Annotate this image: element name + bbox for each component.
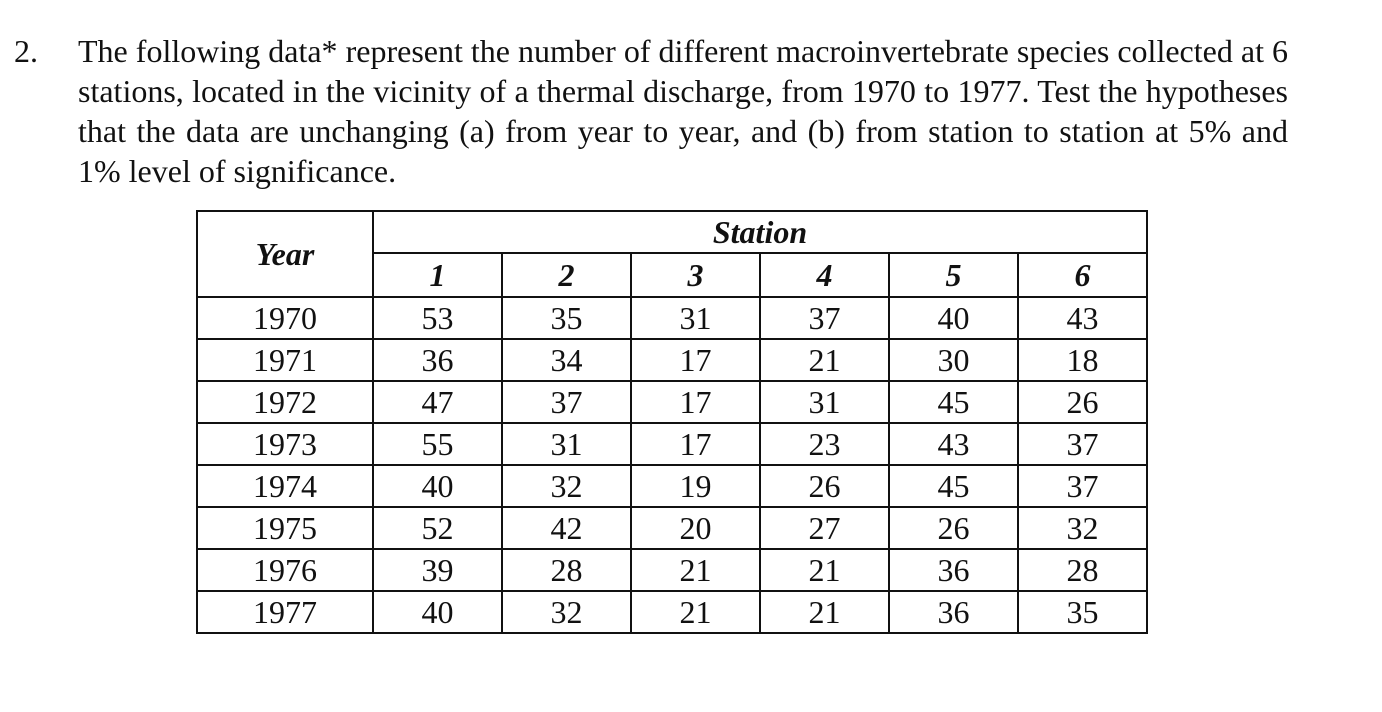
year-cell: 1977	[197, 591, 373, 633]
species-count-cell: 36	[889, 591, 1018, 633]
species-count-cell: 40	[889, 297, 1018, 339]
species-count-cell: 20	[631, 507, 760, 549]
species-count-cell: 27	[760, 507, 889, 549]
species-count-cell: 32	[1018, 507, 1147, 549]
species-count-cell: 36	[889, 549, 1018, 591]
species-count-cell: 31	[502, 423, 631, 465]
species-count-cell: 52	[373, 507, 502, 549]
species-count-cell: 26	[889, 507, 1018, 549]
table-row	[197, 381, 1147, 423]
species-count-cell: 36	[373, 339, 502, 381]
species-data-table	[196, 210, 1148, 634]
table-row	[197, 507, 1147, 549]
table-row	[197, 549, 1147, 591]
species-count-cell: 19	[631, 465, 760, 507]
species-count-cell: 45	[889, 381, 1018, 423]
species-count-cell: 26	[760, 465, 889, 507]
species-count-cell: 53	[373, 297, 502, 339]
species-count-cell: 35	[502, 297, 631, 339]
station-number: 6	[1018, 253, 1147, 297]
species-count-cell: 37	[502, 381, 631, 423]
year-cell: 1971	[197, 339, 373, 381]
species-count-cell: 31	[760, 381, 889, 423]
species-count-cell: 37	[1018, 465, 1147, 507]
species-count-cell: 31	[631, 297, 760, 339]
species-count-cell: 23	[760, 423, 889, 465]
year-column-header: Year	[197, 211, 373, 297]
table-row	[197, 423, 1147, 465]
species-count-cell: 47	[373, 381, 502, 423]
species-count-cell: 21	[760, 339, 889, 381]
station-number: 1	[373, 253, 502, 297]
species-count-cell: 40	[373, 591, 502, 633]
species-count-cell: 35	[1018, 591, 1147, 633]
year-cell: 1974	[197, 465, 373, 507]
species-count-cell: 32	[502, 591, 631, 633]
table-row	[197, 339, 1147, 381]
species-count-cell: 26	[1018, 381, 1147, 423]
species-count-cell: 34	[502, 339, 631, 381]
species-count-cell: 43	[1018, 297, 1147, 339]
station-number: 3	[631, 253, 760, 297]
species-count-cell: 55	[373, 423, 502, 465]
station-number: 5	[889, 253, 1018, 297]
problem-statement	[14, 31, 1304, 191]
station-number: 2	[502, 253, 631, 297]
table-body	[197, 297, 1147, 633]
table-row	[197, 465, 1147, 507]
species-count-cell: 37	[760, 297, 889, 339]
species-count-cell: 45	[889, 465, 1018, 507]
species-count-cell: 28	[1018, 549, 1147, 591]
year-cell: 1975	[197, 507, 373, 549]
problem-text: The following data* represent the number of different macroinvertebrate species collected at 6 stations, located in the vicinity of a thermal discharge, from 1970 to 1977. Test the hypotheses that the data are unchanging (a) from year to year, and (b) from station to station at 5% and 1% level of significance.	[78, 33, 1288, 189]
species-count-cell: 17	[631, 339, 760, 381]
station-column-header: Station	[373, 211, 1147, 253]
species-count-cell: 17	[631, 423, 760, 465]
species-count-cell: 42	[502, 507, 631, 549]
station-number: 4	[760, 253, 889, 297]
species-count-cell: 37	[1018, 423, 1147, 465]
species-count-cell: 21	[760, 591, 889, 633]
species-count-cell: 17	[631, 381, 760, 423]
year-cell: 1970	[197, 297, 373, 339]
species-count-cell: 21	[631, 591, 760, 633]
table-row	[197, 297, 1147, 339]
species-count-cell: 32	[502, 465, 631, 507]
table-row	[197, 591, 1147, 633]
species-count-cell: 18	[1018, 339, 1147, 381]
species-count-cell: 43	[889, 423, 1018, 465]
year-cell: 1976	[197, 549, 373, 591]
year-cell: 1972	[197, 381, 373, 423]
year-cell: 1973	[197, 423, 373, 465]
species-count-cell: 39	[373, 549, 502, 591]
species-count-cell: 21	[631, 549, 760, 591]
problem-number: 2.	[14, 33, 38, 69]
species-count-cell: 21	[760, 549, 889, 591]
species-count-cell: 28	[502, 549, 631, 591]
species-count-cell: 30	[889, 339, 1018, 381]
species-count-cell: 40	[373, 465, 502, 507]
